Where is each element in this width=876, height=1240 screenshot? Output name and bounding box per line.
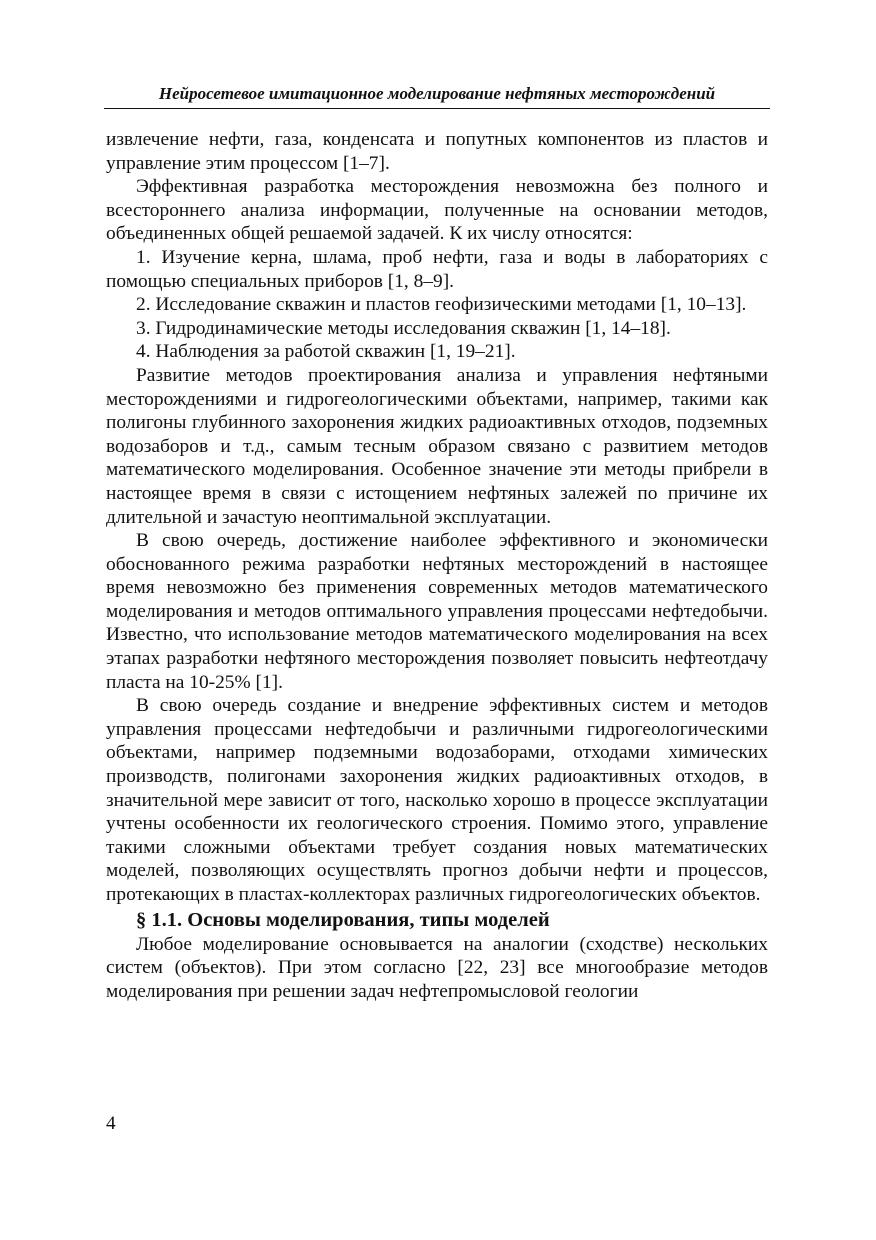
paragraph-continuation: извлечение нефти, газа, конденсата и попутных компонентов из пластов и управление этим процессом [1–7].	[106, 129, 768, 174]
paragraph-efficiency: В свою очередь, достижение наиболее эффективного и экономически обоснованного режима разработки нефтяных месторождений в настоящее время невозможно без применения современных методов математического моделирования и методов оптимального управления процессами нефтедобычи. Известно, что использование методов математического моделирования на всех этапах разработки нефтяного месторождения позволяет повысить нефтеотдачу пласта на 10-25% [1].	[106, 530, 768, 693]
section-title: § 1.1. Основы моделирования, типы моделей	[136, 908, 550, 931]
paragraph-development: Развитие методов проектирования анализа и управления нефтяными месторождениями и гидрогеологическими объектами, например, такими как полигоны глубинного захоронения жидких радиоактивных отходов, подземных водозаборов и т.д., самым тесным образом связано с развитием методов математического моделирования. Особенное значение эти методы прибрели в настоящее время в связи с истощением нефтяных залежей по причине их длительной и зачастую неоптимальной эксплуатации.	[106, 364, 768, 528]
list-item-1: 1. Изучение керна, шлама, проб нефти, газа и воды в лабораториях с помощью специальных приборов [1, 8–9].	[106, 246, 768, 292]
paragraph-intro: Эффективная разработка месторождения невозможна без полного и всестороннего анализа информации, полученные на основании методов, объединенных общей решаемой задачей. К их числу относятся:	[106, 176, 768, 245]
body-text	[106, 128, 768, 1003]
paragraph-management: В свою очередь создание и внедрение эффективных систем и методов управления процессами нефтедобычи и различными гидрогеологическими объектами, например подземными водозаборами, отходами химических производств, полигонами захоронения жидких радиоактивных отходов, в значительной мере зависит от того, насколько хорошо в процессе эксплуатации учтены особенности их геологического строения. Помимо этого, управление такими сложными объектами требует создания новых математических моделей, позволяющих осуществлять прогноз добычи нефти и процессов, протекающих в пластах-коллекторах различных гидрогеологических объектов.	[106, 695, 768, 905]
running-head: Нейросетевое имитационное моделирование нефтяных месторождений	[158, 84, 716, 103]
page-number: 4	[106, 1113, 116, 1134]
list-item-4: 4. Наблюдения за работой скважин [1, 19–21].	[136, 341, 516, 363]
list-item-3: 3. Гидродинамические методы исследования скважин [1, 14–18].	[136, 317, 671, 339]
list-item-2: 2. Исследование скважин и пластов геофизическими методами [1, 10–13].	[136, 294, 747, 316]
paragraph-modeling: Любое моделирование основывается на аналогии (сходстве) нескольких систем (объектов). При этом согласно [22, 23] все многообразие методов моделирования при решении задач нефтепромысловой геологии	[106, 933, 768, 1002]
header-rule	[104, 108, 770, 109]
